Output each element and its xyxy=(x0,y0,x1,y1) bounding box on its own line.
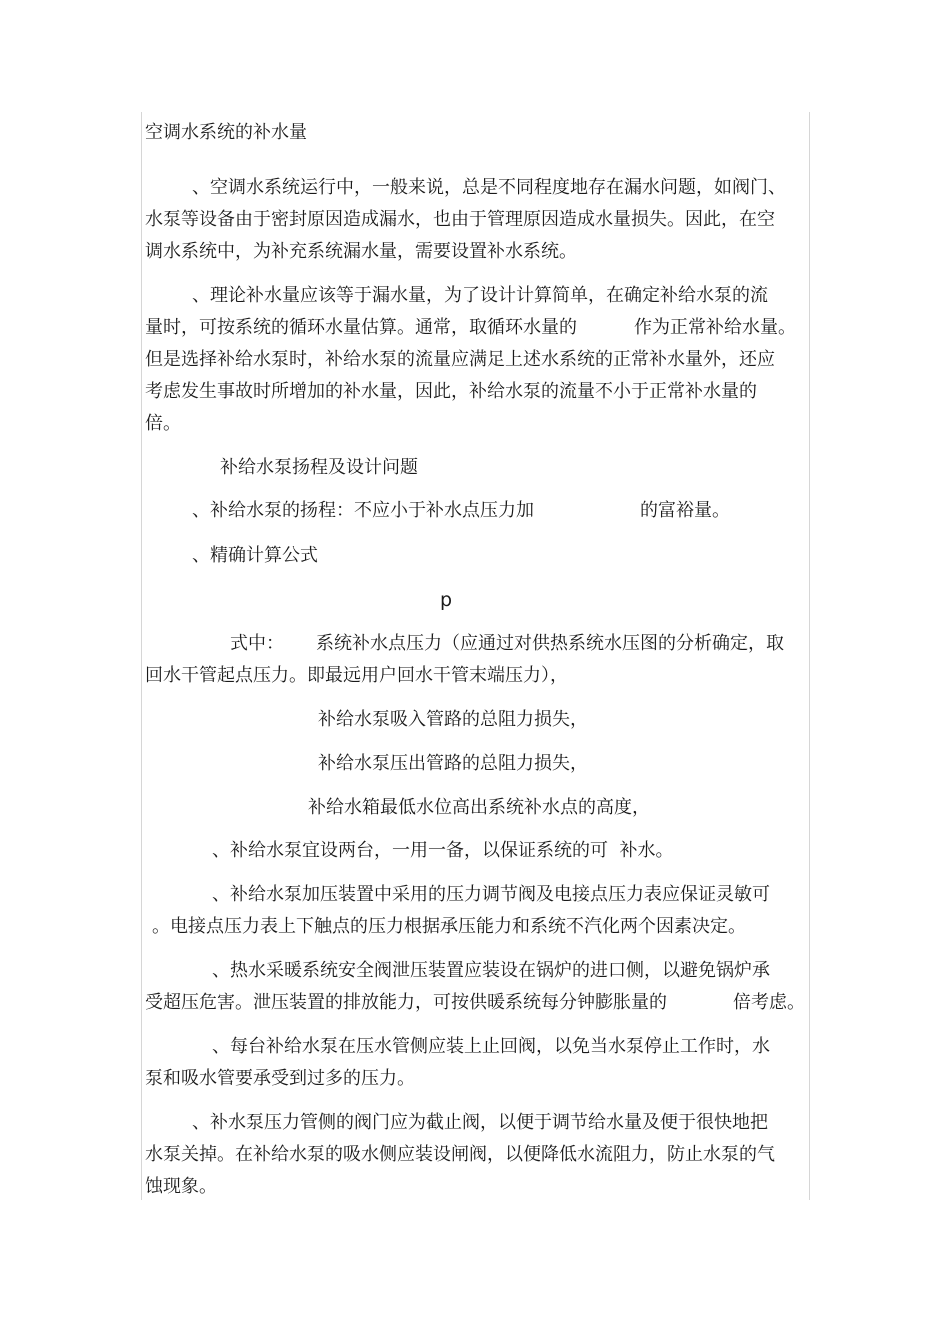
item4-line2: 。电接点压力表上下触点的压力根据承压能力和系统不汽化两个因素决定。 xyxy=(152,916,746,937)
para2-line2a: 量时，可按系统的循环水量估算。通常，取循环水量的 xyxy=(145,317,577,338)
item5-line2-end: 倍考虑。 xyxy=(733,992,805,1013)
item7-line3: 蚀现象。 xyxy=(145,1176,217,1197)
item1-text-end: 的富裕量。 xyxy=(640,500,730,521)
item7-line1: 、补水泵压力管侧的阀门应为截止阀，以便于调节给水量及便于很快地把 xyxy=(192,1112,768,1133)
section-title: 补给水泵扬程及设计问题 xyxy=(220,457,418,478)
para2-line2b: 作为正常补给水量。 xyxy=(634,317,796,338)
para1-line3: 调水系统中，为补充系统漏水量，需要设置补水系统。 xyxy=(145,241,577,262)
item6-line2: 泵和吸水管要承受到过多的压力。 xyxy=(145,1068,415,1089)
left-margin-rule xyxy=(141,112,142,1200)
para2-line1: 、理论补水量应该等于漏水量，为了设计计算简单，在确定补给水泵的流 xyxy=(192,285,768,306)
para1-line1: 、空调水系统运行中，一般来说，总是不同程度地存在漏水问题，如阀门、 xyxy=(192,177,786,198)
where-line2: 回水干管起点压力。即最远用户回水干管末端压力）， xyxy=(145,665,568,686)
item1-text: 、补给水泵的扬程：不应小于补水点压力加 xyxy=(192,500,534,521)
item7-line2: 水泵关掉。在补给水泵的吸水侧应装设闸阀，以便降低水流阻力，防止水泵的气 xyxy=(145,1144,775,1165)
formula: p xyxy=(440,589,453,611)
document-title: 空调水系统的补水量 xyxy=(145,122,307,143)
para2-line3: 但是选择补给水泵时，补给水泵的流量应满足上述水系统的正常补水量外，还应 xyxy=(145,349,775,370)
right-margin-rule xyxy=(809,112,810,1200)
definition-2: 补给水泵压出管路的总阻力损失， xyxy=(318,753,588,774)
where-line1: 系统补水点压力（应通过对供热系统水压图的分析确定，取 xyxy=(316,633,784,654)
item5-line2: 受超压危害。泄压装置的排放能力，可按供暖系统每分钟膨胀量的 xyxy=(145,992,667,1013)
item4-line1: 、补给水泵加压装置中采用的压力调节阀及电接点压力表应保证灵敏可 xyxy=(212,884,770,905)
where-label: 式中： xyxy=(230,633,284,654)
item2-text: 、精确计算公式 xyxy=(192,545,318,566)
definition-3: 补给水箱最低水位高出系统补水点的高度， xyxy=(308,797,650,818)
item5-line1: 、热水采暖系统安全阀泄压装置应装设在锅炉的进口侧，以避免锅炉承 xyxy=(212,960,770,981)
para2-line4: 考虑发生事故时所增加的补水量，因此，补给水泵的流量不小于正常补水量的 xyxy=(145,381,757,402)
para2-line5: 倍。 xyxy=(145,413,181,434)
item3-text: 、补给水泵宜设两台，一用一备，以保证系统的可 补水。 xyxy=(212,840,674,861)
definition-1: 补给水泵吸入管路的总阻力损失， xyxy=(318,709,588,730)
item6-line1: 、每台补给水泵在压水管侧应装上止回阀，以免当水泵停止工作时，水 xyxy=(212,1036,770,1057)
para1-line2: 水泵等设备由于密封原因造成漏水，也由于管理原因造成水量损失。因此，在空 xyxy=(145,209,775,230)
